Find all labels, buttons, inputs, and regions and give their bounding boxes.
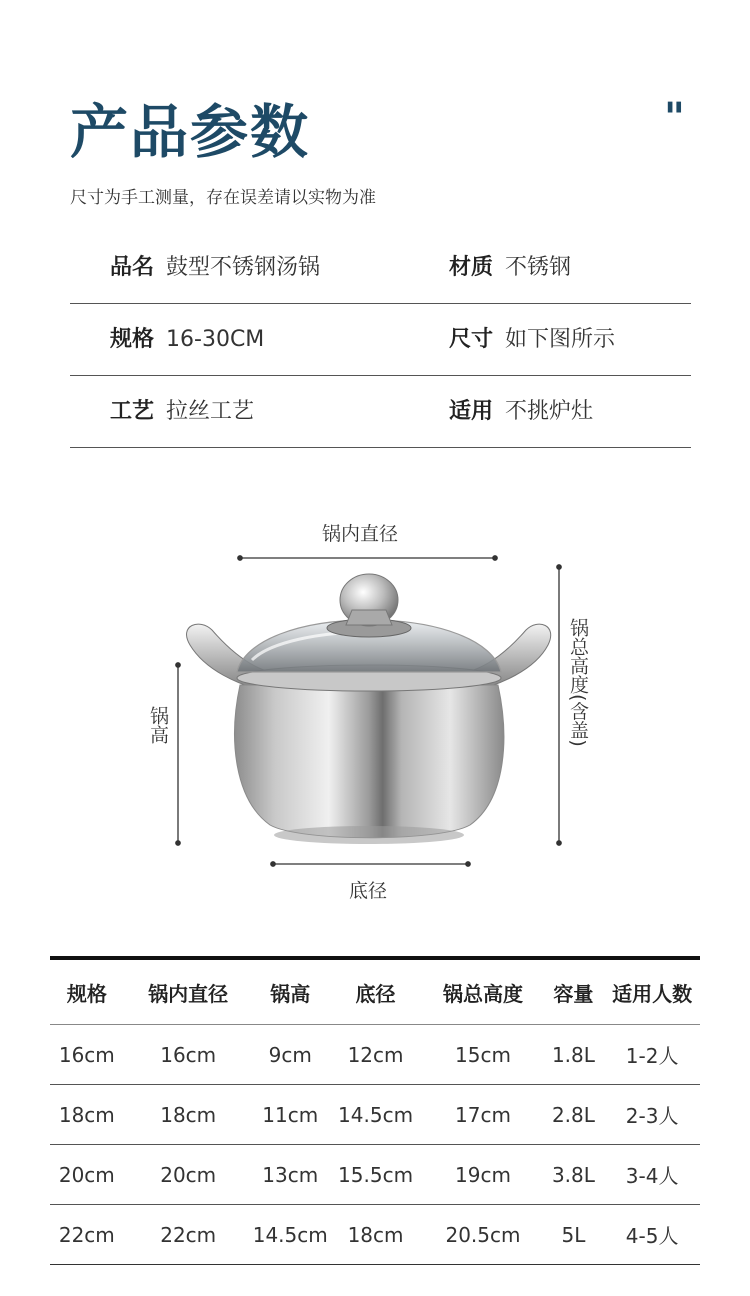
base-diameter-label: 底径 bbox=[349, 880, 388, 902]
quote-mark-icon: " bbox=[664, 95, 685, 141]
info-key: 工艺 bbox=[110, 399, 155, 424]
total-height-label: 锅总高度(含盖) bbox=[567, 618, 589, 747]
table-cell: 18cm bbox=[124, 1085, 253, 1145]
pot-base bbox=[274, 826, 464, 844]
table-row bbox=[50, 1205, 700, 1265]
column-header: 锅内直径 bbox=[124, 960, 253, 1025]
table-cell: 14.5cm bbox=[253, 1205, 328, 1265]
table-cell: 15cm bbox=[423, 1025, 542, 1085]
table-cell: 22cm bbox=[50, 1205, 124, 1265]
table-cell: 4-5人 bbox=[604, 1205, 700, 1265]
info-key: 尺寸 bbox=[449, 327, 494, 352]
table-cell: 9cm bbox=[253, 1025, 328, 1085]
table-cell: 19cm bbox=[423, 1145, 542, 1205]
info-row-spec bbox=[70, 303, 691, 376]
table-cell: 15.5cm bbox=[328, 1145, 424, 1205]
table-cell: 3.8L bbox=[543, 1145, 605, 1205]
table-cell: 20cm bbox=[124, 1145, 253, 1205]
column-header: 适用人数 bbox=[604, 960, 700, 1025]
info-value: 拉丝工艺 bbox=[166, 399, 255, 424]
column-header: 底径 bbox=[328, 960, 424, 1025]
info-key: 材质 bbox=[449, 255, 494, 280]
spec-table bbox=[50, 956, 700, 1265]
table-cell: 14.5cm bbox=[328, 1085, 424, 1145]
table-cell: 5L bbox=[543, 1205, 605, 1265]
table-cell: 16cm bbox=[50, 1025, 124, 1085]
table-header-row bbox=[50, 960, 700, 1025]
pot-diagram bbox=[0, 480, 750, 920]
info-key: 适用 bbox=[449, 399, 494, 424]
table-cell: 13cm bbox=[253, 1145, 328, 1205]
pot-body bbox=[235, 685, 504, 838]
table-cell: 11cm bbox=[253, 1085, 328, 1145]
table-cell: 17cm bbox=[423, 1085, 542, 1145]
info-key: 品名 bbox=[110, 255, 155, 280]
table-row bbox=[50, 1085, 700, 1145]
table-cell: 1-2人 bbox=[604, 1025, 700, 1085]
pot-height-label: 锅高 bbox=[147, 706, 169, 744]
table-row bbox=[50, 1145, 700, 1205]
table-cell: 2.8L bbox=[543, 1085, 605, 1145]
table-cell: 2-3人 bbox=[604, 1085, 700, 1145]
info-row-craft bbox=[70, 375, 691, 448]
column-header: 锅高 bbox=[253, 960, 328, 1025]
table-cell: 3-4人 bbox=[604, 1145, 700, 1205]
table-cell: 12cm bbox=[328, 1025, 424, 1085]
column-header: 锅总高度 bbox=[423, 960, 542, 1025]
page-title: 产品参数 bbox=[70, 98, 311, 166]
page-subtitle: 尺寸为手工测量，存在误差请以实物为准 bbox=[70, 188, 376, 208]
table-cell: 20cm bbox=[50, 1145, 124, 1205]
table-cell: 16cm bbox=[124, 1025, 253, 1085]
info-value: 如下图所示 bbox=[505, 327, 616, 352]
table-row bbox=[50, 1025, 700, 1085]
table-cell: 18cm bbox=[328, 1205, 424, 1265]
info-value: 鼓型不锈钢汤锅 bbox=[166, 255, 321, 280]
info-value: 不挑炉灶 bbox=[505, 399, 594, 424]
table-cell: 18cm bbox=[50, 1085, 124, 1145]
column-header: 规格 bbox=[50, 960, 124, 1025]
info-row-name bbox=[70, 231, 691, 304]
table-cell: 22cm bbox=[124, 1205, 253, 1265]
table-cell: 20.5cm bbox=[423, 1205, 542, 1265]
info-value: 16-30CM bbox=[166, 327, 265, 352]
pot-illustration bbox=[0, 480, 750, 920]
inner-diameter-label: 锅内直径 bbox=[322, 523, 399, 545]
column-header: 容量 bbox=[543, 960, 605, 1025]
table-cell: 1.8L bbox=[543, 1025, 605, 1085]
info-value: 不锈钢 bbox=[505, 255, 572, 280]
info-key: 规格 bbox=[110, 327, 155, 352]
